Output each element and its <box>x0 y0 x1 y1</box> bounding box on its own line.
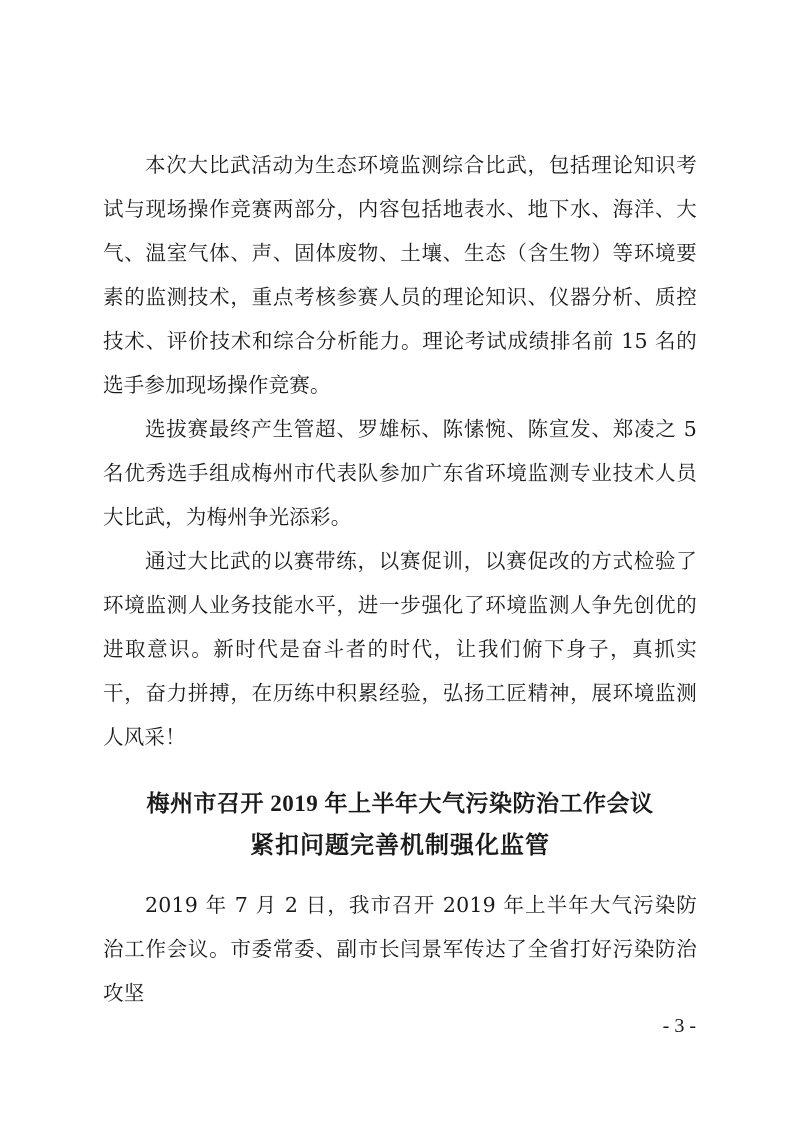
article-title-line1: 梅州市召开 2019 年上半年大气污染防治工作会议 <box>146 791 654 816</box>
paragraph-significance: 通过大比武的以赛带练，以赛促训，以赛促改的方式检验了环境监测人业务技能水平，进一步强化了环境监测人争先创优的进取意识。新时代是奋斗者的时代，让我们俯下身子，真抓实干，奋力拼搏，在历练中积累经验，弘扬工匠精神，展环境监测人风采！ <box>103 549 697 749</box>
paragraph-competition-content: 本次大比武活动为生态环境监测综合比武，包括理论知识考试与现场操作竞赛两部分，内容包括地表水、地下水、海洋、大气、温室气体、声、固体废物、土壤、生态（含生物）等环境要素的监测技术，重点考核参赛人员的理论知识、仪器分析、质控技术、评价技术和综合分析能力。理论考试成绩排名前 15 名的选手参加现场操作竞赛。 <box>103 153 697 397</box>
article-title-line2: 紧扣问题完善机制强化监管 <box>250 833 550 859</box>
paragraph-selected-players: 选拔赛最终产生管超、罗雄标、陈愫惋、陈宣发、郑凌之 5 名优秀选手组成梅州市代表队参加广东省环境监测专业技术人员大比武，为梅州争光添彩。 <box>103 417 697 529</box>
page-number: - 3 - <box>662 1015 696 1037</box>
article-body-paragraph: 2019 年 7 月 2 日，我市召开 2019 年上半年大气污染防治工作会议。市委常委、副市长闫景军传达了全省打好污染防治攻坚 <box>103 893 697 1005</box>
